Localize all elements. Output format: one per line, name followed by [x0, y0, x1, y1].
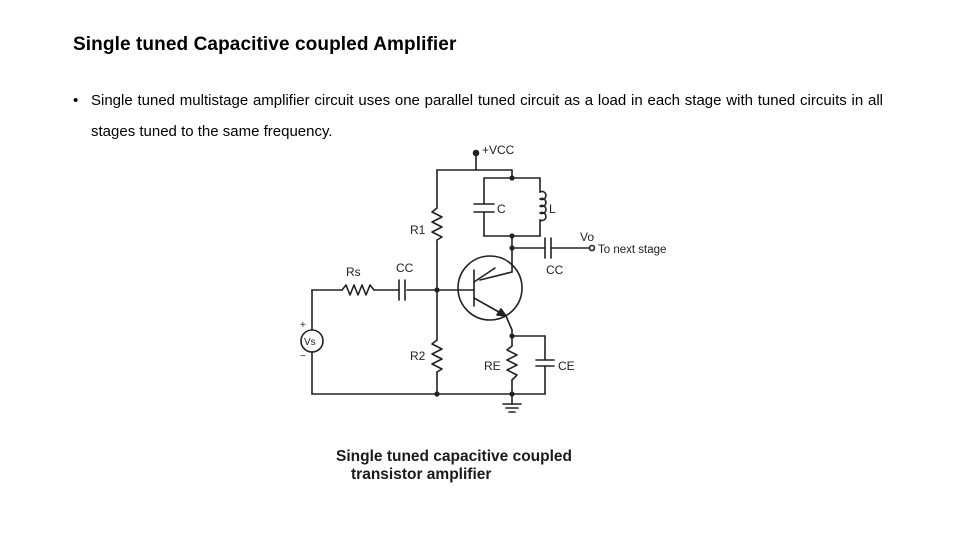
caption-line-1: Single tuned capacitive coupled: [336, 448, 572, 465]
junction-dot: [509, 233, 514, 238]
re-resistor: [507, 346, 517, 380]
ce-label: CE: [558, 359, 575, 373]
rs-label: Rs: [346, 265, 361, 279]
vs-label: Vs: [304, 337, 316, 348]
junction-dot: [509, 333, 514, 338]
tank-inductor: [540, 192, 546, 221]
vs-plus-label: +: [300, 320, 306, 331]
bullet-dot-icon: •: [73, 92, 79, 109]
junction-dot: [509, 175, 514, 180]
caption-line-2: transistor amplifier: [351, 466, 492, 483]
tank-c-label: C: [497, 202, 506, 216]
diagram-caption: [336, 448, 572, 484]
vcc-terminal: [474, 151, 479, 156]
vcc-label: +VCC: [482, 143, 515, 157]
vo-terminal: [590, 246, 595, 251]
r1-resistor: [432, 208, 442, 240]
vo-label: Vo: [580, 230, 595, 244]
rs-resistor: [342, 285, 374, 295]
vs-minus-label: −: [300, 351, 306, 362]
junction-dot: [509, 391, 514, 396]
bullet-text: Single tuned multistage amplifier circuit uses one parallel tuned circuit as a load in each stage with tuned circuits in all stages tuned to the same frequency.: [91, 92, 883, 140]
transistor-body: [458, 256, 522, 320]
junction-dot: [434, 287, 439, 292]
tank-l-label: L: [549, 202, 556, 216]
slide-title: Single tuned Capacitive coupled Amplifier: [73, 34, 457, 55]
input-cc-label: CC: [396, 261, 414, 275]
r2-resistor: [432, 340, 442, 372]
junction-dot: [509, 245, 514, 250]
r2-label: R2: [410, 349, 426, 363]
output-cc-label: CC: [546, 263, 564, 277]
r1-label: R1: [410, 223, 426, 237]
to-next-stage-label: To next stage: [598, 244, 667, 256]
junction-dot: [434, 391, 439, 396]
re-label: RE: [484, 359, 501, 373]
emitter-arrow: [497, 309, 506, 316]
